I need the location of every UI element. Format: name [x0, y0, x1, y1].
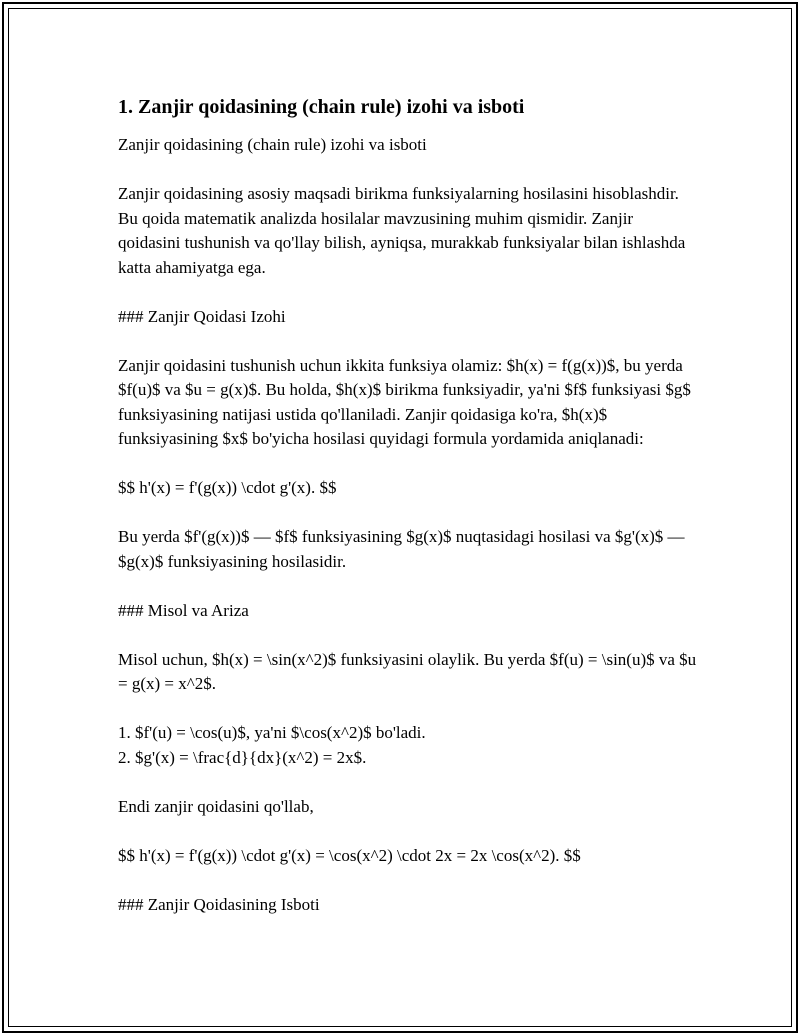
izohi-paragraph: Zanjir qoidasini tushunish uchun ikkita funksiya olamiz: $h(x) = f(g(x))$, bu yerda $f(u)$ va $u = g(x)$. Bu holda, $h(x)$ birikma funksiyadir, ya'ni $f$ funksiyasi $g$ funksiyasining natijasi ustida qo'llaniladi. Zanjir qoidasiga ko'ra, $h(x)$ funksiyasining $x$ bo'yicha hosilasi quyidagi formula yordamida aniqlanadi: [118, 355, 691, 448]
formula-example: $$ h'(x) = f'(g(x)) \cdot g'(x) = \cos(x^2) \cdot 2x = 2x \cos(x^2). $$ [118, 845, 581, 865]
formula-chain-rule: $$ h'(x) = f'(g(x)) \cdot g'(x). $$ [118, 478, 337, 497]
misol-paragraph: Misol uchun, $h(x) = \sin(x^2)$ funksiyasini olaylik. Bu yerda $f(u) = \sin(u)$ va $u = g(x) = x^2$. [118, 649, 697, 693]
document-subtitle: Zanjir qoidasining (chain rule) izohi va isboti [118, 135, 427, 154]
heading-isboti: ### Zanjir Qoidasining Isboti [118, 894, 320, 914]
document-title: 1. Zanjir qoidasining (chain rule) izohi va isboti [118, 96, 525, 118]
explanation-paragraph: Bu yerda $f'(g(x))$ — $f$ funksiyasining $g(x)$ nuqtasidagi hosilasi va $g'(x)$ — $g(x)$ funksiyasining hosilasidir. [118, 527, 685, 571]
document-body [118, 93, 698, 917]
intro-paragraph: Zanjir qoidasining asosiy maqsadi birikma funksiyalarning hosilasini hisoblashdir. Bu qoida matematik analizda hosilalar mavzusining muhim qismidir. Zanjir qoidasini tushunish va qo'llay bilish, ayniqsa, murakkab funksiyalar bilan ishlashda katta ahamiyatga ega. [118, 184, 686, 277]
heading-izohi: ### Zanjir Qoidasi Izohi [118, 306, 286, 326]
list-item: 2. $g'(x) = \frac{d}{dx}(x^2) = 2x$. [118, 747, 367, 767]
list-item: 1. $f'(u) = \cos(u)$, ya'ni $\cos(x^2)$ bo'ladi. [118, 723, 426, 742]
endi-paragraph: Endi zanjir qoidasini qo'llab, [118, 796, 314, 816]
heading-misol: ### Misol va Ariza [118, 600, 249, 620]
derivative-list [118, 721, 698, 770]
